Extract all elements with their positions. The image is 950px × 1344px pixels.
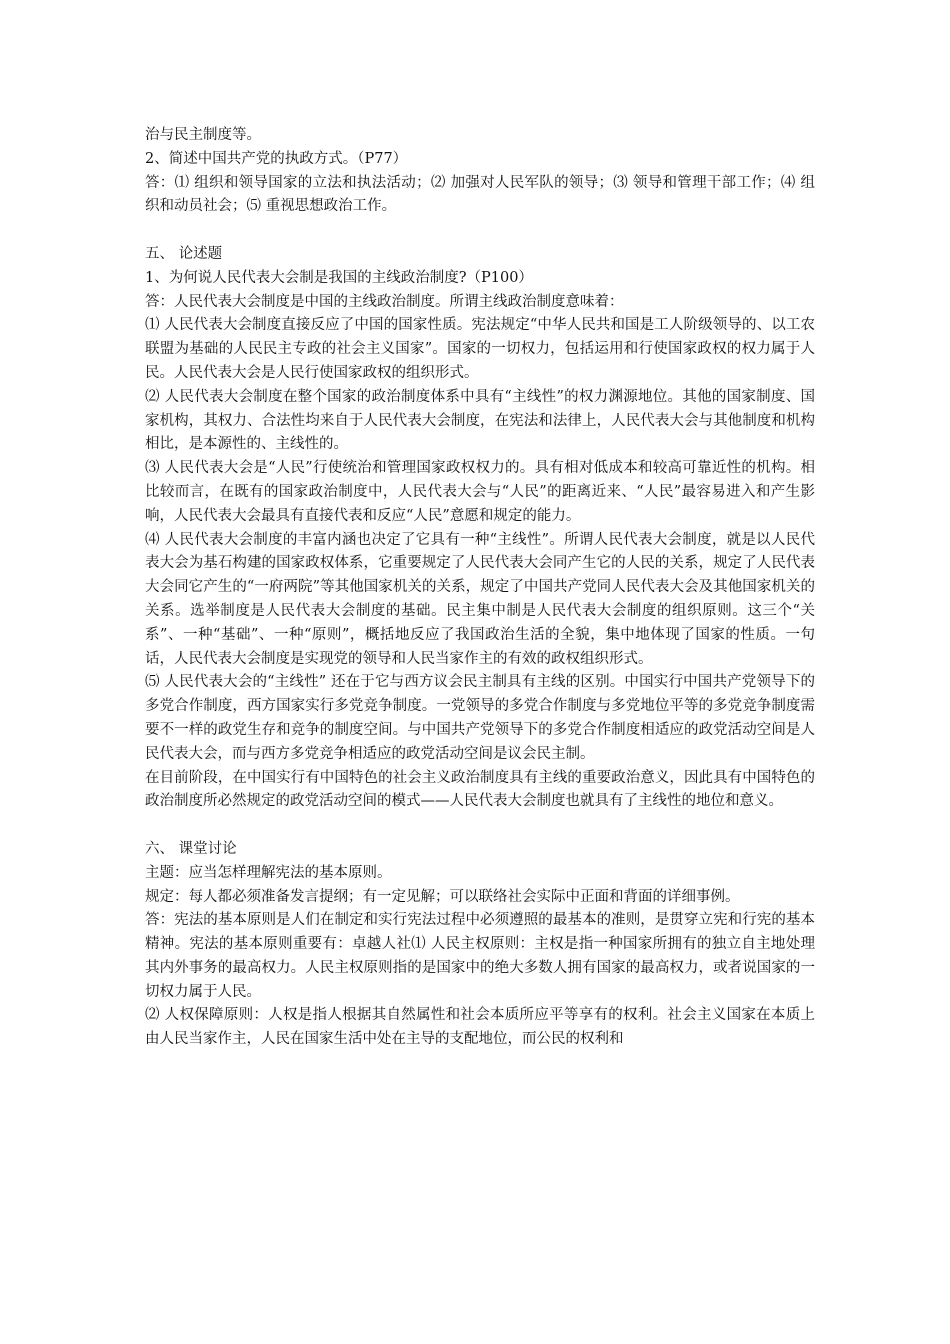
topic-line: 主题：应当怎样理解宪法的基本原则。 xyxy=(145,864,392,881)
section-heading: 六、 课堂讨论 xyxy=(145,840,237,857)
blank-line xyxy=(145,219,815,243)
answer-point-5: ⑸ 人民代表大会的“主线性” 还在于它与西方议会民主制具有主线的区别。中国实行中国共产党领导下的多党合作制度，西方国家实行多党竞争制度。一党领导的多党合作制度与多党地位平等的多党竞争制度需要不一样的政党生存和竞争的制度空间。与中国共产党领导下的多党合作制度相适应的政党活动空间是人民代表大会，而与西方多党竞争相适应的政党活动空间是议会民主制。 xyxy=(145,674,815,762)
answer-paragraph: 答：⑴ 组织和领导国家的立法和执法活动；⑵ 加强对人民军队的领导；⑶ 领导和管理干部工作；⑷ 组织和动员社会；⑸ 重视思想政治工作。 xyxy=(145,174,815,215)
answer-point-1: ⑴ 人民代表大会制度直接反应了中国的国家性质。宪法规定“中华人民共和国是工人阶级领导的、以工农联盟为基础的人民民主专政的社会主义国家”。国家的一切权力，包括运用和行使国家政权的权力属于人民。人民代表大会是人民行使国家政权的组织形式。 xyxy=(145,317,815,381)
answer-point-4: ⑷ 人民代表大会制度的丰富内涵也决定了它具有一种“主线性”。所谓人民代表大会制度，就是以人民代表大会为基石构建的国家政权体系，它重要规定了人民代表大会同产生它的人民的关系，规定了人民代表大会同它产生的“一府两院”等其他国家机关的关系，规定了中国共产党同人民代表大会及其他国家机关的关系。选举制度是人民代表大会制度的基础。民主集中制是人民代表大会制度的组织原则。这三个“关系”、一种“基础”、一种“原则”，概括地反应了我国政治生活的全貌，集中地体现了国家的性质。一句话，人民代表大会制度是实现党的领导和人民当家作主的有效的政权组织形式。 xyxy=(145,531,815,667)
answer-paragraph: 答：人民代表大会制度是中国的主线政治制度。所谓主线政治制度意味着： xyxy=(145,293,624,310)
answer-point-3: ⑶ 人民代表大会是“人民”行使统治和管理国家政权权力的。具有相对低成本和较高可靠近性的机构。相比较而言，在既有的国家政治制度中，人民代表大会与“人民”的距离近来、“人民”最容易进入和产生影响，人民代表大会最具有直接代表和反应“人民”意愿和规定的能力。 xyxy=(145,460,815,524)
question-heading: 2、简述中国共产党的执政方式。（P77） xyxy=(145,150,408,167)
question-heading: 1、为何说人民代表大会制是我国的主线政治制度?（P100） xyxy=(145,269,533,286)
document-body xyxy=(145,124,815,1052)
blank-line xyxy=(145,814,815,838)
answer-point-2: ⑵ 人权保障原则：人权是指人根据其自然属性和社会本质所应平等享有的权利。社会主义国家在本质上由人民当家作主，人民在国家生活中处在主导的支配地位，而公民的权利和 xyxy=(145,1007,815,1048)
answer-point-2: ⑵ 人民代表大会制度在整个国家的政治制度体系中具有“主线性”的权力渊源地位。其他的国家制度、国家机构，其权力、合法性均来自于人民代表大会制度，在宪法和法律上，人民代表大会与其他制度和机构相比，是本源性的、主线性的。 xyxy=(145,388,815,453)
section-heading: 五、 论述题 xyxy=(145,245,223,262)
paragraph-continuation: 治与民主制度等。 xyxy=(145,127,261,143)
answer-paragraph: 答：宪法的基本原则是人们在制定和实行宪法过程中必须遵照的最基本的准则，是贯穿立宪和行宪的基本精神。宪法的基本原则重要有：卓越人社⑴ 人民主权原则：主权是指一种国家所拥有的独立自主地处理其内外事务的最高权力。人民主权原则指的是国家中的绝大多数人拥有国家的最高权力，或者说国家的一切权力属于人民。 xyxy=(145,912,815,1000)
conclusion-paragraph: 在目前阶段，在中国实行有中国特色的社会主义政治制度具有主线的重要政治意义，因此具有中国特色的政治制度所必然规定的政党活动空间的模式——人民代表大会制度也就具有了主线性的地位和意义。 xyxy=(145,769,815,810)
requirement-paragraph: 规定：每人都必须准备发言提纲；有一定见解；可以联络社会实际中正面和背面的详细事例。 xyxy=(145,888,740,905)
